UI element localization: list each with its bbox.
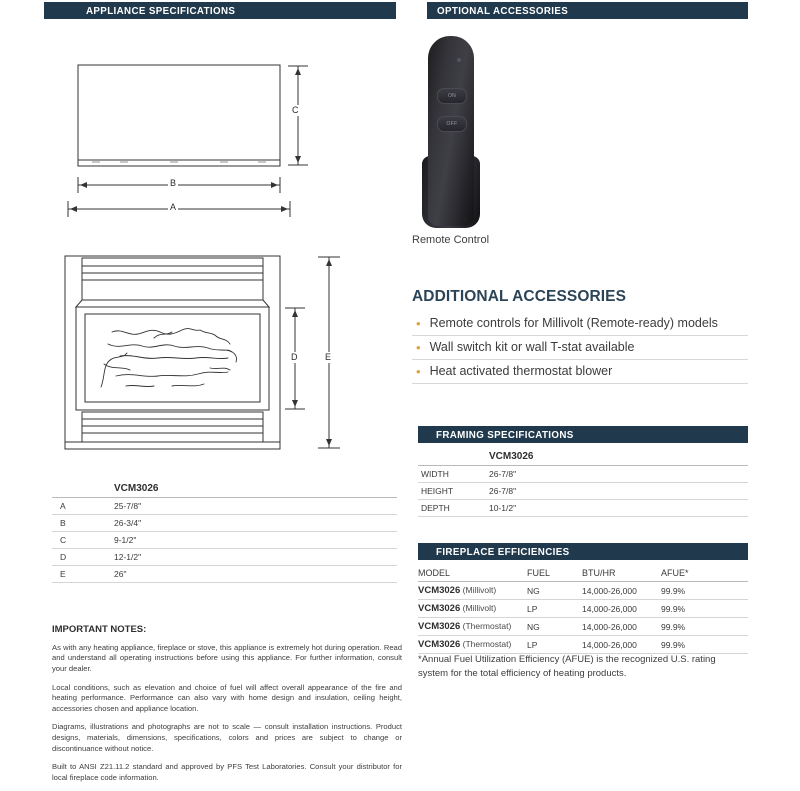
section-header-optional-accessories bbox=[427, 2, 748, 19]
efficiency-afue: 99.9% bbox=[661, 582, 748, 600]
dimension-label-a: A bbox=[170, 202, 177, 212]
table-row bbox=[52, 498, 397, 515]
dimension-value: 26" bbox=[114, 566, 397, 583]
dimension-label-b: B bbox=[170, 178, 177, 188]
remote-on-button[interactable]: ON bbox=[437, 88, 467, 104]
column-header-afue: AFUE* bbox=[661, 565, 748, 582]
efficiency-model-name: VCM3026 bbox=[418, 621, 461, 632]
fireplace-efficiencies-table bbox=[418, 565, 748, 654]
bullet-icon: • bbox=[416, 364, 421, 379]
table-row bbox=[52, 566, 397, 583]
efficiency-model bbox=[418, 582, 527, 600]
efficiency-btu: 14,000-26,000 bbox=[582, 636, 661, 654]
appliance-dimensions-table bbox=[52, 480, 397, 583]
column-header-model: MODEL bbox=[418, 565, 527, 582]
bullet-icon: • bbox=[416, 316, 421, 331]
section-header-optional-accessories-label: OPTIONAL ACCESSORIES bbox=[437, 4, 569, 17]
section-header-fireplace-efficiencies bbox=[418, 543, 748, 560]
column-header-fuel: FUEL bbox=[527, 565, 582, 582]
list-item-label: Heat activated thermostat blower bbox=[429, 364, 613, 378]
list-item bbox=[412, 360, 748, 384]
efficiency-btu: 14,000-26,000 bbox=[582, 582, 661, 600]
efficiency-fuel: LP bbox=[527, 600, 582, 618]
column-header-btu: BTU/HR bbox=[582, 565, 661, 582]
list-item bbox=[412, 312, 748, 336]
table-row bbox=[418, 600, 748, 618]
table-row bbox=[52, 532, 397, 549]
table-row bbox=[418, 636, 748, 654]
framing-key: DEPTH bbox=[418, 500, 489, 517]
efficiency-model-type: (Millivolt) bbox=[462, 585, 497, 595]
remote-led-indicator-icon bbox=[457, 58, 461, 62]
bullet-icon: • bbox=[416, 340, 421, 355]
efficiency-fuel: NG bbox=[527, 582, 582, 600]
appliance-front-view-drawing bbox=[60, 252, 350, 467]
table-row bbox=[418, 448, 748, 466]
dimension-label-d: D bbox=[291, 352, 298, 362]
table-header-row bbox=[418, 565, 748, 582]
section-header-appliance-specifications bbox=[44, 2, 396, 19]
important-notes-section bbox=[52, 624, 402, 791]
list-item-label: Remote controls for Millivolt (Remote-ready) models bbox=[429, 316, 718, 330]
dimensions-empty-header bbox=[52, 480, 114, 498]
list-item bbox=[412, 336, 748, 360]
efficiency-model-type: (Thermostat) bbox=[462, 621, 512, 631]
efficiency-model bbox=[418, 636, 527, 654]
dimension-key: E bbox=[52, 566, 114, 583]
dimension-value: 9-1/2" bbox=[114, 532, 397, 549]
section-header-appliance-specifications-label: APPLIANCE SPECIFICATIONS bbox=[86, 4, 236, 17]
additional-accessories-list bbox=[412, 312, 748, 384]
framing-empty-header bbox=[418, 448, 489, 466]
table-row bbox=[52, 515, 397, 532]
dimension-key: A bbox=[52, 498, 114, 515]
list-item-label: Wall switch kit or wall T-stat available bbox=[429, 340, 635, 354]
table-row bbox=[52, 549, 397, 566]
framing-value: 26-7/8" bbox=[489, 466, 748, 483]
important-note-paragraph: Built to ANSI Z21.11.2 standard and approved by PFS Test Laboratories. Consult your distributor for local fireplace code information. bbox=[52, 762, 402, 783]
efficiency-model-name: VCM3026 bbox=[418, 585, 461, 596]
important-note-paragraph: As with any heating appliance, fireplace or stove, this appliance is extremely hot during operation. Read and understand all operating instructions before using this appliance. For further information, consult your dealer. bbox=[52, 642, 402, 674]
efficiency-afue: 99.9% bbox=[661, 618, 748, 636]
section-header-fireplace-efficiencies-label: FIREPLACE EFFICIENCIES bbox=[436, 545, 570, 558]
framing-specifications-table bbox=[418, 448, 748, 517]
efficiency-model-type: (Thermostat) bbox=[462, 639, 512, 649]
dimension-key: D bbox=[52, 549, 114, 566]
efficiency-btu: 14,000-26,000 bbox=[582, 600, 661, 618]
efficiency-model-type: (Millivolt) bbox=[462, 603, 497, 613]
framing-key: HEIGHT bbox=[418, 483, 489, 500]
efficiency-afue: 99.9% bbox=[661, 600, 748, 618]
dimension-value: 12-1/2" bbox=[114, 549, 397, 566]
remote-off-button[interactable]: OFF bbox=[437, 116, 467, 132]
appliance-top-view-drawing bbox=[60, 55, 320, 230]
efficiency-fuel: LP bbox=[527, 636, 582, 654]
efficiency-model bbox=[418, 618, 527, 636]
important-note-paragraph: Diagrams, illustrations and photographs are not to scale — consult installation instructions. Product designs, materials, dimensions, specifications, colors and prices are subject to change or discontinuance without notice. bbox=[52, 722, 402, 754]
dimension-label-c: C bbox=[292, 105, 299, 115]
framing-value: 10-1/2" bbox=[489, 500, 748, 517]
framing-model-header: VCM3026 bbox=[489, 448, 748, 466]
framing-key: WIDTH bbox=[418, 466, 489, 483]
table-row bbox=[418, 500, 748, 517]
section-header-framing-specifications bbox=[418, 426, 748, 443]
important-notes-title: IMPORTANT NOTES: bbox=[52, 624, 147, 635]
framing-value: 26-7/8" bbox=[489, 483, 748, 500]
dimension-label-e: E bbox=[325, 352, 332, 362]
dimension-value: 26-3/4" bbox=[114, 515, 397, 532]
efficiency-afue: 99.9% bbox=[661, 636, 748, 654]
afue-footnote: *Annual Fuel Utilization Efficiency (AFUE) is the recognized U.S. rating system for the total efficiency of heating products. bbox=[418, 654, 716, 679]
dimensions-model-header: VCM3026 bbox=[114, 480, 397, 498]
dimension-key: C bbox=[52, 532, 114, 549]
table-row bbox=[418, 582, 748, 600]
table-row bbox=[52, 480, 397, 498]
table-row bbox=[418, 483, 748, 500]
remote-control-caption: Remote Control bbox=[412, 234, 490, 246]
important-note-paragraph: Local conditions, such as elevation and choice of fuel will affect overall appearance of the fire and heating performance. Performance can also vary with home design and insulation, ceiling height, accessories chosen and appliance location. bbox=[52, 682, 402, 714]
efficiency-model-name: VCM3026 bbox=[418, 603, 461, 614]
efficiency-model-name: VCM3026 bbox=[418, 639, 461, 650]
table-row bbox=[418, 618, 748, 636]
efficiency-model bbox=[418, 600, 527, 618]
efficiency-btu: 14,000-26,000 bbox=[582, 618, 661, 636]
dimension-value: 25-7/8" bbox=[114, 498, 397, 515]
dimension-key: B bbox=[52, 515, 114, 532]
section-header-framing-specifications-label: FRAMING SPECIFICATIONS bbox=[436, 428, 574, 441]
additional-accessories-heading: ADDITIONAL ACCESSORIES bbox=[412, 288, 627, 305]
table-row bbox=[418, 466, 748, 483]
remote-control-image bbox=[420, 36, 500, 231]
efficiency-fuel: NG bbox=[527, 618, 582, 636]
